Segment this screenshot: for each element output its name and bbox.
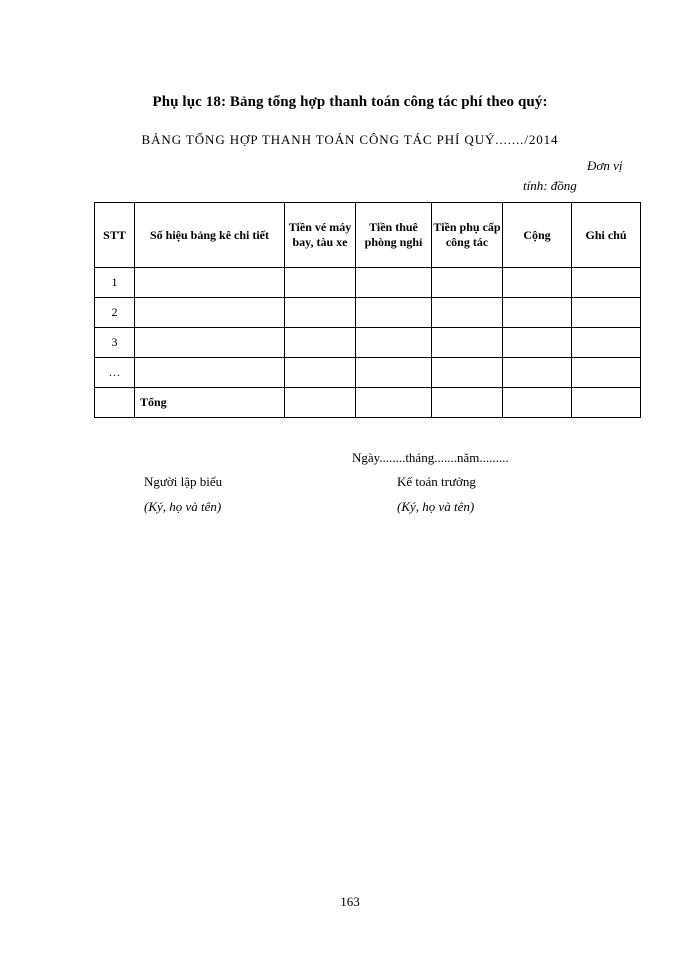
table-header-row [95, 203, 641, 268]
table-row [95, 298, 641, 328]
page-number: 163 [340, 894, 360, 909]
cell [572, 328, 641, 358]
cell [432, 328, 503, 358]
row-stt: … [95, 358, 135, 388]
table-row [95, 328, 641, 358]
header-allowance: Tiền phụ cấp công tác [432, 203, 503, 268]
row-detail-number [135, 298, 285, 328]
header-ticket-cost: Tiền vé máy bay, tàu xe [285, 203, 356, 268]
cell [503, 358, 572, 388]
row-stt [95, 388, 135, 418]
cell [285, 328, 356, 358]
table-row [95, 268, 641, 298]
cell [432, 298, 503, 328]
row-stt: 3 [95, 328, 135, 358]
cell [503, 298, 572, 328]
table-title: BẢNG TỔNG HỢP THANH TOÁN CÔNG TÁC PHÍ QUÝ......./2014 [141, 132, 559, 147]
total-label: Tổng [135, 388, 285, 418]
header-room-cost: Tiền thuê phòng nghỉ [356, 203, 432, 268]
header-stt: STT [95, 203, 135, 268]
cell [572, 358, 641, 388]
unit-label-line2: tính: đồng [523, 178, 577, 193]
cell [356, 388, 432, 418]
chief-accountant-signature-note: (Ký, họ và tên) [397, 499, 475, 514]
cell [432, 388, 503, 418]
cell [356, 298, 432, 328]
header-detail-number: Số hiệu bảng kê chi tiết [135, 203, 285, 268]
unit-label-line1: Đơn vị [587, 158, 623, 173]
row-detail-number [135, 268, 285, 298]
preparer-title: Người lập biểu [144, 474, 223, 489]
page-heading: Phụ lục 18: Bảng tổng hợp thanh toán công tác phí theo quý: [152, 94, 548, 110]
cell [285, 388, 356, 418]
row-detail-number [135, 328, 285, 358]
cell [285, 358, 356, 388]
cell [285, 268, 356, 298]
cell [572, 298, 641, 328]
cell [432, 358, 503, 388]
cell [432, 268, 503, 298]
table-total-row [95, 388, 641, 418]
cell [503, 388, 572, 418]
cell [572, 388, 641, 418]
preparer-signature-note: (Ký, họ và tên) [144, 499, 222, 514]
row-stt: 1 [95, 268, 135, 298]
cell [572, 268, 641, 298]
header-total: Cộng [503, 203, 572, 268]
cell [356, 358, 432, 388]
cell [503, 328, 572, 358]
table-row [95, 358, 641, 388]
header-note: Ghi chú [572, 203, 641, 268]
cell [503, 268, 572, 298]
row-stt: 2 [95, 298, 135, 328]
cell [356, 268, 432, 298]
chief-accountant-title: Kế toán trưởng [397, 474, 476, 489]
cell [356, 328, 432, 358]
date-line: Ngày........tháng.......năm......... [352, 450, 509, 465]
row-detail-number [135, 358, 285, 388]
summary-table [94, 202, 641, 418]
cell [285, 298, 356, 328]
